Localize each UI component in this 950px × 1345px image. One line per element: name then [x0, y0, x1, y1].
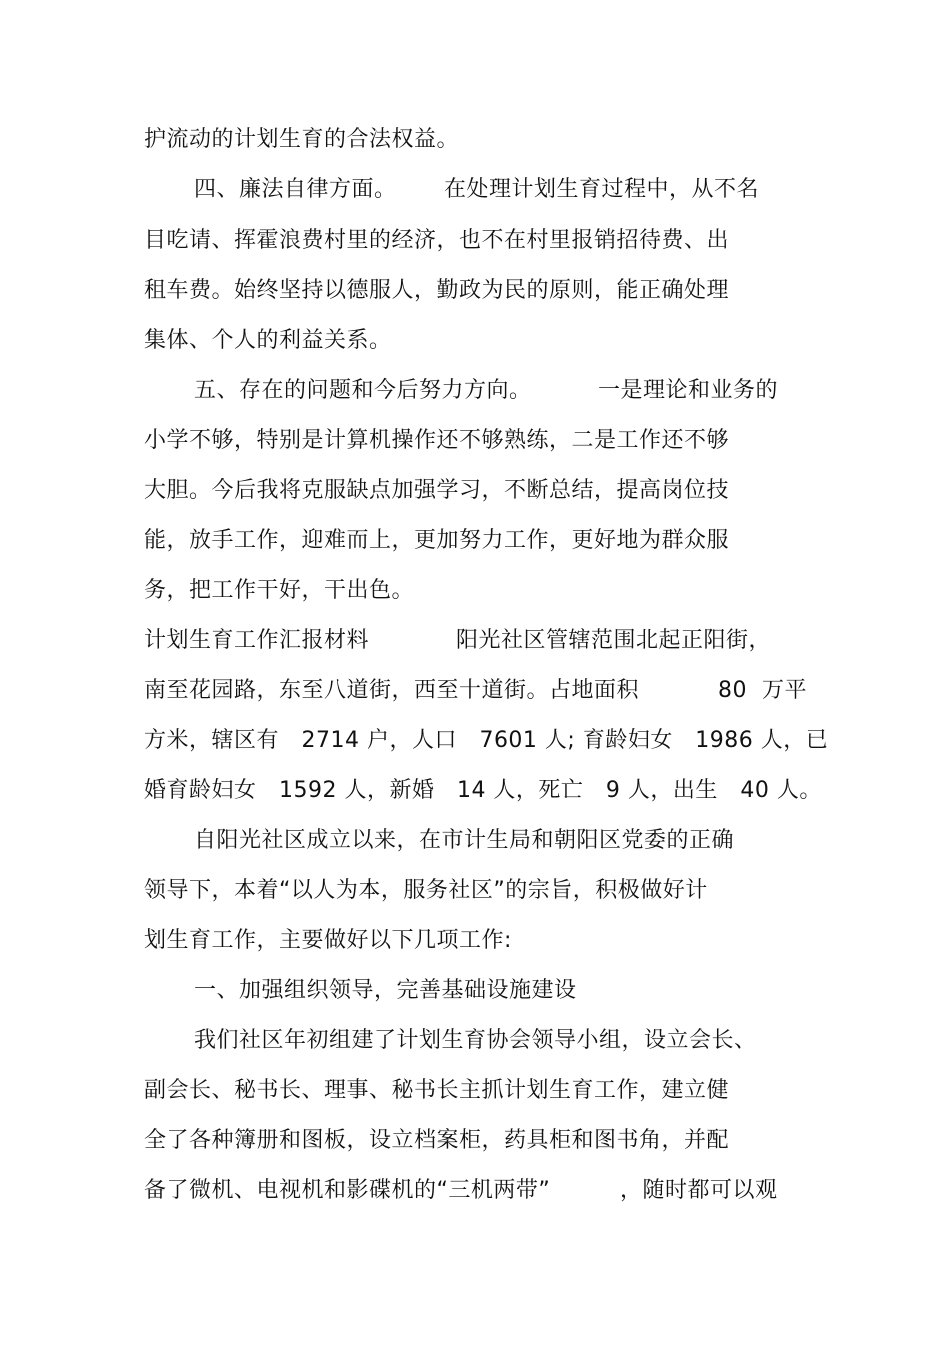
text-line: 备了微机、电视机和影碟机的“三机两带”: [144, 1178, 551, 1203]
section-heading: 一、加强组织领导，完善基础设施建设: [194, 978, 577, 1003]
text-line: 租车费。始终坚持以德服人，勤政为民的原则，能正确处理: [144, 278, 730, 303]
text-line: 全了各种簿册和图板，设立档案柜，药具柜和图书角，并配: [144, 1128, 730, 1153]
text-line: 大胆。今后我将克服缺点加强学习，不断总结，提高岗位技: [144, 478, 730, 503]
text-line: 护流动的计划生育的合法权益。: [144, 127, 460, 152]
text-line: 集体、个人的利益关系。: [144, 328, 392, 353]
section-heading: 四、廉法自律方面。: [194, 177, 397, 202]
text-line: 婚育龄妇女 1592 人，新婚 14 人，死亡 9 人，出生 40 人。: [144, 778, 822, 803]
text-line: 阳光社区管辖范围北起正阳街，: [456, 628, 772, 653]
text-line: 能，放手工作，迎难而上，更加努力工作，更好地为群众服: [144, 528, 730, 553]
text-line: 80 万平: [718, 678, 807, 703]
text-line: 方米，辖区有 2714 户，人口 7601 人; 育龄妇女 1986 人，已: [144, 728, 829, 753]
report-title: 计划生育工作汇报材料: [144, 628, 370, 653]
text-line: 南至花园路，东至八道街，西至十道街。占地面积: [144, 678, 640, 703]
text-line: ，随时都可以观: [620, 1178, 778, 1203]
text-line: 自阳光社区成立以来，在市计生局和朝阳区党委的正确: [194, 828, 735, 853]
text-line: 副会长、秘书长、理事、秘书长主抓计划生育工作，建立健: [144, 1078, 730, 1103]
text-line: 务，把工作干好，干出色。: [144, 578, 415, 603]
text-line: 划生育工作，主要做好以下几项工作:: [144, 928, 512, 953]
text-line: 目吃请、挥霍浪费村里的经济，也不在村里报销招待费、出: [144, 228, 730, 253]
text-line: 在处理计划生育过程中，从不名: [444, 177, 760, 202]
text-line: 一是理论和业务的: [598, 378, 779, 403]
text-line: 我们社区年初组建了计划生育协会领导小组，设立会长、: [194, 1028, 757, 1053]
section-heading: 五、存在的问题和今后努力方向。: [194, 378, 532, 403]
text-line: 领导下，本着“以人为本，服务社区”的宗旨，积极做好计: [144, 878, 708, 903]
text-line: 小学不够，特别是计算机操作还不够熟练，二是工作还不够: [144, 428, 730, 453]
